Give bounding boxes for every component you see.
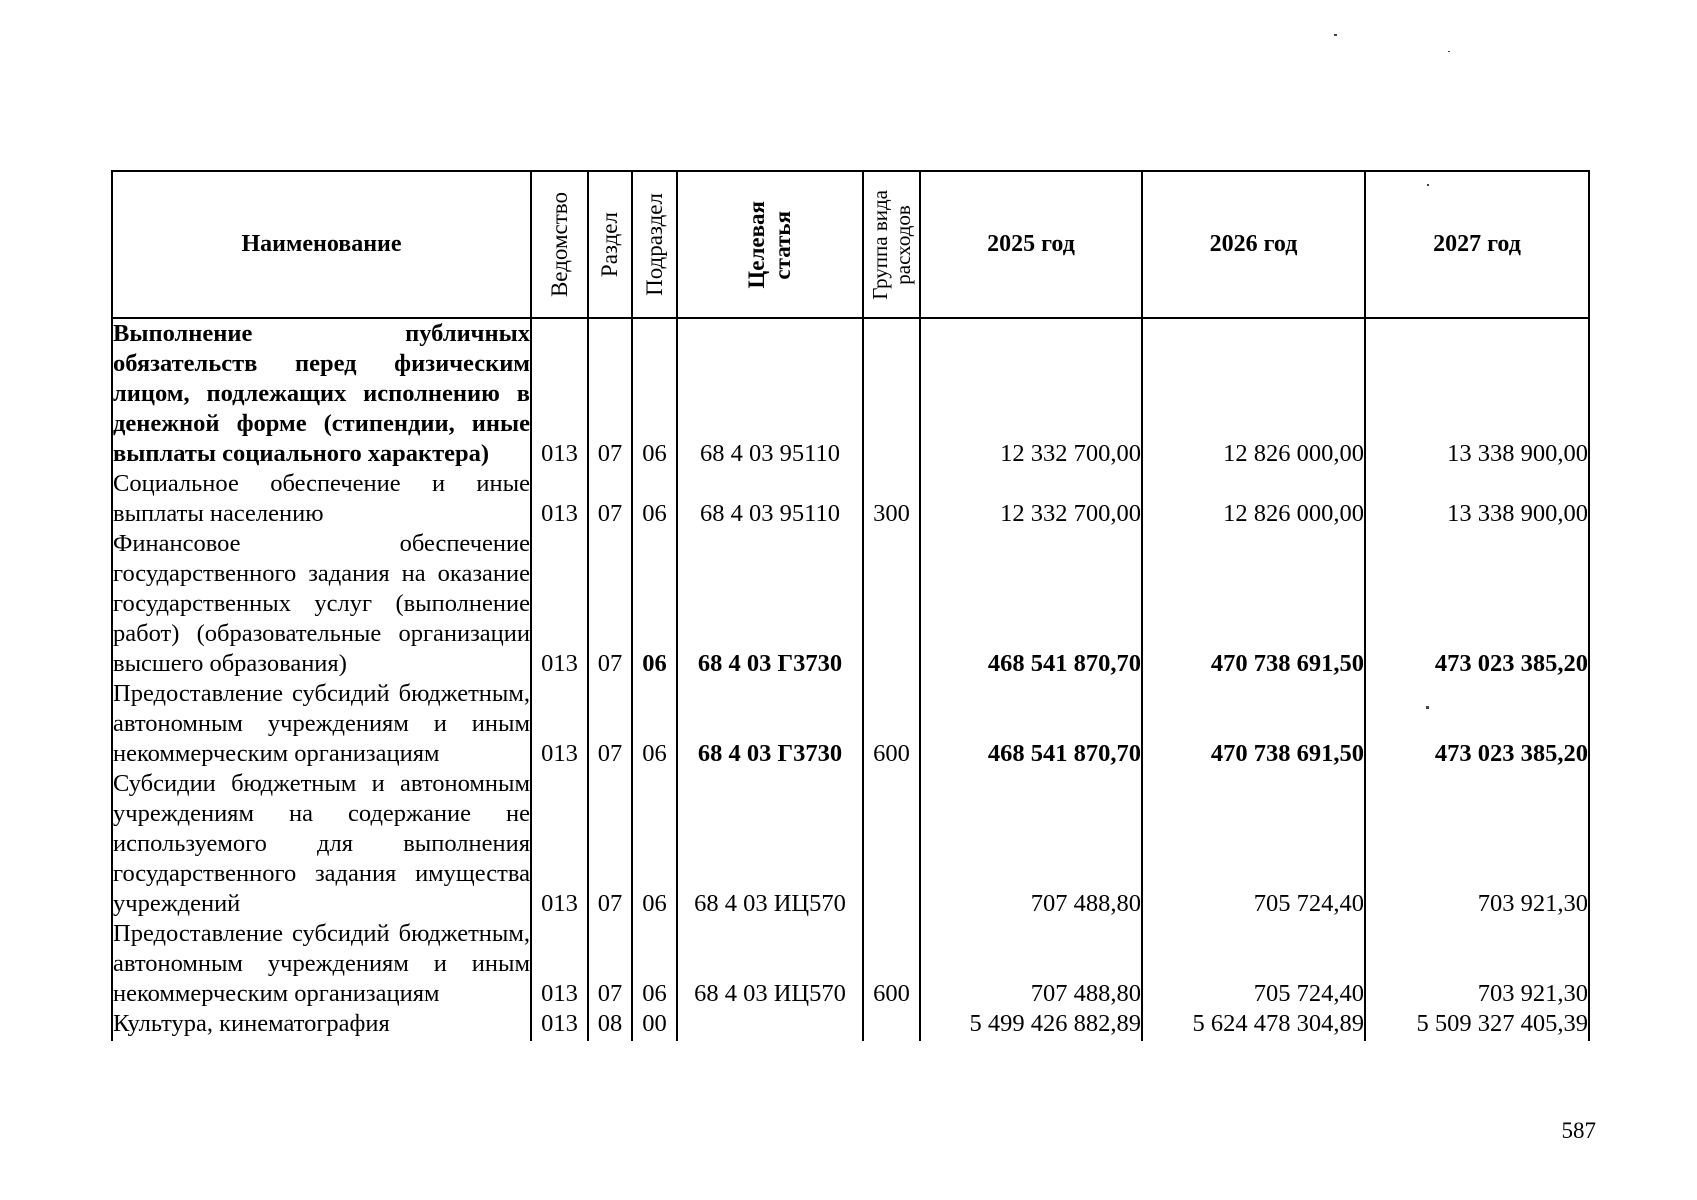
row-y2027: 703 921,30 [1365,769,1589,919]
row-subsection: 06 [632,679,677,769]
header-name: Наименование [112,171,531,318]
row-target: 68 4 03 ИЦ570 [677,769,863,919]
header-year-2027: 2027 год [1365,171,1589,318]
row-exp-group [863,769,920,919]
row-section: 07 [588,529,632,679]
row-dept: 013 [531,769,588,919]
row-name: Предоставление субсидий бюджетным, автономным учреждениям и иным некоммерческим организациям [113,680,530,767]
row-section: 07 [588,469,632,529]
row-target: 68 4 03 95110 [677,469,863,529]
row-dept: 013 [531,1009,588,1041]
header-year-2025: 2025 год [920,171,1142,318]
row-section: 08 [588,1009,632,1041]
header-target-article: Целевая статья [677,171,863,318]
row-name: Выполнение публичных обязательств перед физическим лицом, подлежащих исполнению в денежной форме (стипендии, иные выплаты социального характера) [113,320,530,467]
header-section: Раздел [588,171,632,318]
row-target [677,1009,863,1041]
table-row [112,769,1589,919]
row-target: 68 4 03 Г3730 [677,679,863,769]
page-number: 587 [1561,1118,1596,1143]
row-y2025: 12 332 700,00 [920,469,1142,529]
table-row [112,469,1589,529]
row-exp-group: 300 [863,469,920,529]
row-dept: 013 [531,679,588,769]
header-subsection: Подраздел [632,171,677,318]
row-exp-group [863,529,920,679]
row-dept: 013 [531,529,588,679]
row-dept: 013 [531,318,588,469]
row-subsection: 06 [632,919,677,1009]
row-name: Субсидии бюджетным и автономным учреждениям на содержание не используемого для выполнения государственного задания имущества учреждений [113,770,530,917]
row-section: 07 [588,919,632,1009]
row-y2026: 5 624 478 304,89 [1142,1009,1365,1041]
row-y2026: 470 738 691,50 [1142,679,1365,769]
row-y2027: 13 338 900,00 [1365,318,1589,469]
row-y2025: 468 541 870,70 [920,529,1142,679]
row-y2025: 5 499 426 882,89 [920,1009,1142,1041]
row-y2027: 473 023 385,20 [1365,679,1589,769]
row-y2025: 707 488,80 [920,919,1142,1009]
table-row [112,529,1589,679]
row-y2027: 703 921,30 [1365,919,1589,1009]
row-exp-group: 600 [863,919,920,1009]
row-y2027: 13 338 900,00 [1365,469,1589,529]
row-y2026: 705 724,40 [1142,769,1365,919]
budget-table [111,170,1590,1041]
row-y2026: 12 826 000,00 [1142,469,1365,529]
row-target: 68 4 03 ИЦ570 [677,919,863,1009]
row-target: 68 4 03 Г3730 [677,529,863,679]
row-subsection: 06 [632,469,677,529]
row-section: 07 [588,318,632,469]
scan-speck [1334,34,1337,36]
row-exp-group [863,1009,920,1041]
table-row [112,318,1589,469]
row-name: Культура, кинематография [112,1009,531,1041]
table-row [112,1009,1589,1041]
header-year-2026: 2026 год [1142,171,1365,318]
row-section: 07 [588,769,632,919]
table-row [112,679,1589,769]
row-section: 07 [588,679,632,769]
row-subsection: 06 [632,769,677,919]
row-name: Предоставление субсидий бюджетным, автономным учреждениям и иным некоммерческим организациям [113,920,530,1007]
table-header-row [112,171,1589,318]
table-row [112,919,1589,1009]
row-y2025: 707 488,80 [920,769,1142,919]
row-target: 68 4 03 95110 [677,318,863,469]
row-subsection: 06 [632,529,677,679]
row-dept: 013 [531,469,588,529]
row-y2026: 705 724,40 [1142,919,1365,1009]
row-exp-group [863,318,920,469]
row-y2026: 12 826 000,00 [1142,318,1365,469]
row-subsection: 00 [632,1009,677,1041]
row-subsection: 06 [632,318,677,469]
row-y2027: 5 509 327 405,39 [1365,1009,1589,1041]
row-y2025: 12 332 700,00 [920,318,1142,469]
header-dept: Ведомство [531,171,588,318]
row-y2027: 473 023 385,20 [1365,529,1589,679]
row-name: Социальное обеспечение и иные выплаты населению [113,470,530,527]
row-exp-group: 600 [863,679,920,769]
scan-speck [1448,51,1450,52]
row-name: Финансовое обеспечение государственного задания на оказание государственных услуг (выполнение работ) (образовательные организации высшего образования) [113,530,530,677]
row-y2026: 470 738 691,50 [1142,529,1365,679]
row-y2025: 468 541 870,70 [920,679,1142,769]
row-dept: 013 [531,919,588,1009]
header-expense-group: Группа вида расходов [863,171,920,318]
